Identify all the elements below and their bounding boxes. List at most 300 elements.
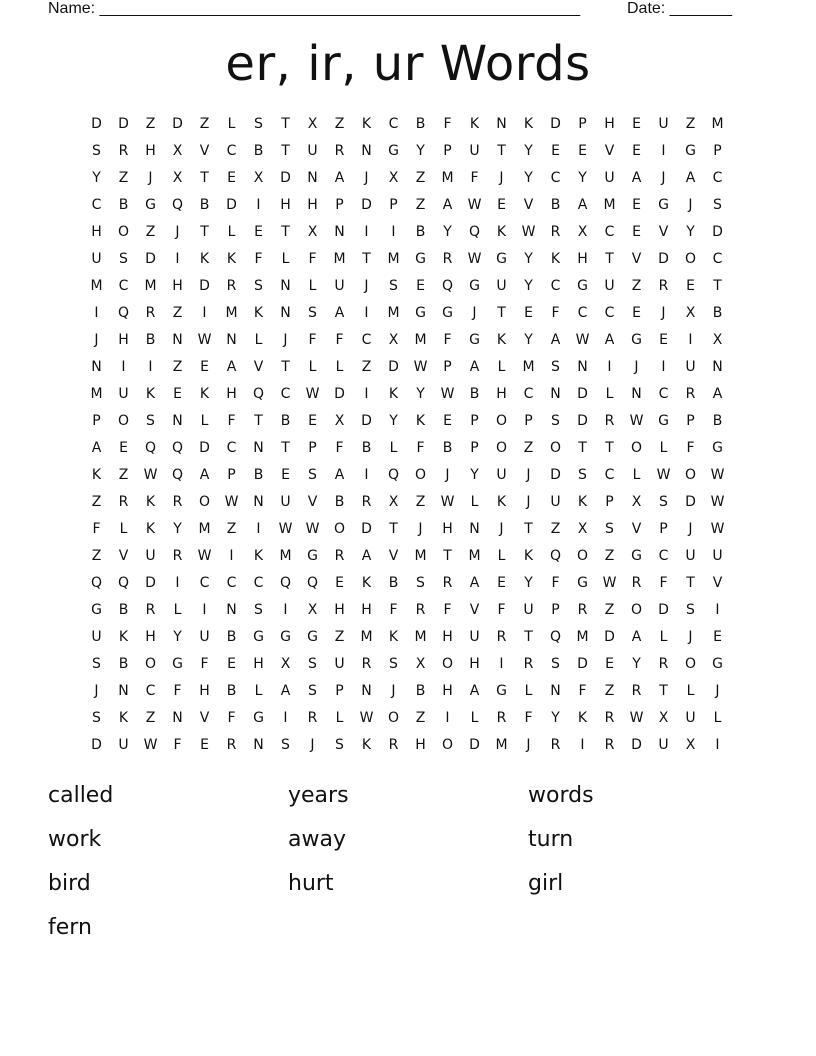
grid-letter: S	[713, 197, 722, 213]
grid-letter: P	[470, 440, 479, 456]
grid-letter: K	[496, 224, 507, 240]
grid-letter: Z	[91, 494, 102, 510]
grid-letter: D	[658, 602, 669, 618]
grid-letter: K	[388, 629, 399, 645]
grid-letter: P	[443, 359, 452, 375]
grid-letter: Z	[226, 521, 237, 537]
grid-letter: K	[145, 521, 156, 537]
grid-letter: B	[334, 494, 345, 510]
grid-letter: W	[575, 332, 590, 348]
grid-letter: T	[281, 116, 290, 132]
grid-letter: O	[198, 494, 211, 510]
grid-letter: R	[523, 656, 534, 672]
grid-letter: H	[334, 602, 345, 618]
grid-letter: S	[254, 602, 263, 618]
grid-letter: P	[335, 683, 344, 699]
grid-letter: Q	[252, 386, 265, 402]
grid-letter: A	[334, 305, 345, 321]
grid-letter: Y	[389, 413, 398, 429]
grid-letter: L	[470, 494, 479, 510]
grid-letter: J	[688, 521, 693, 537]
grid-letter: E	[227, 656, 236, 672]
grid-letter: I	[94, 305, 99, 321]
word-search-grid	[83, 111, 731, 759]
grid-letter: N	[226, 602, 237, 618]
grid-letter: B	[253, 467, 264, 483]
grid-letter: A	[469, 359, 480, 375]
grid-letter: R	[172, 548, 183, 564]
grid-letter: D	[577, 656, 588, 672]
grid-letter: D	[388, 359, 399, 375]
grid-letter: Q	[549, 548, 562, 564]
grid-letter: R	[145, 305, 156, 321]
grid-letter: S	[389, 656, 398, 672]
grid-letter: U	[604, 170, 615, 186]
grid-letter: M	[333, 251, 346, 267]
grid-letter: U	[280, 494, 291, 510]
grid-letter: F	[92, 521, 101, 537]
grid-letter: I	[364, 386, 369, 402]
grid-letter: N	[280, 278, 291, 294]
grid-letter: G	[307, 629, 318, 645]
grid-letter: W	[305, 521, 320, 537]
grid-letter: I	[715, 602, 720, 618]
grid-letter: N	[361, 143, 372, 159]
grid-letter: V	[523, 197, 534, 213]
grid-letter: Y	[551, 710, 560, 726]
grid-letter: R	[145, 602, 156, 618]
grid-letter: Z	[604, 602, 615, 618]
grid-letter: F	[551, 305, 560, 321]
grid-letter: D	[91, 116, 102, 132]
grid-letter: N	[172, 710, 183, 726]
grid-letter: X	[388, 170, 399, 186]
grid-letter: Q	[117, 305, 130, 321]
grid-letter: A	[91, 440, 102, 456]
grid-letter: L	[308, 359, 317, 375]
grid-letter: Z	[685, 116, 696, 132]
grid-letter: L	[686, 683, 695, 699]
grid-letter: N	[361, 683, 372, 699]
grid-letter: M	[360, 629, 373, 645]
grid-letter: O	[630, 440, 643, 456]
grid-letter: R	[685, 386, 696, 402]
grid-letter: O	[495, 440, 508, 456]
grid-letter: Z	[415, 197, 426, 213]
grid-letter: U	[523, 602, 534, 618]
grid-letter: R	[442, 251, 453, 267]
grid-letter: R	[307, 710, 318, 726]
grid-letter: F	[551, 575, 560, 591]
grid-row	[83, 165, 731, 192]
grid-letter: Y	[92, 170, 101, 186]
grid-letter: A	[361, 548, 372, 564]
grid-letter: K	[253, 305, 264, 321]
grid-letter: S	[308, 656, 317, 672]
grid-letter: B	[712, 413, 723, 429]
grid-letter: D	[712, 224, 723, 240]
grid-letter: I	[175, 575, 180, 591]
grid-letter: A	[712, 386, 723, 402]
grid-letter: U	[550, 494, 561, 510]
grid-letter: N	[172, 413, 183, 429]
grid-letter: S	[281, 737, 290, 753]
grid-letter: F	[686, 440, 695, 456]
grid-letter: Y	[416, 143, 425, 159]
grid-letter: G	[388, 143, 399, 159]
grid-letter: E	[632, 224, 641, 240]
word-bank-item: girl	[528, 871, 564, 896]
grid-letter: F	[227, 710, 236, 726]
word-bank-item: called	[48, 783, 114, 808]
grid-letter: Q	[387, 467, 400, 483]
grid-letter: I	[364, 224, 369, 240]
grid-letter: T	[524, 629, 533, 645]
grid-letter: X	[388, 494, 399, 510]
grid-letter: L	[497, 359, 506, 375]
grid-letter: M	[711, 116, 724, 132]
grid-letter: W	[602, 575, 617, 591]
grid-letter: K	[199, 251, 210, 267]
grid-letter: J	[445, 467, 450, 483]
grid-letter: T	[497, 305, 506, 321]
grid-letter: R	[577, 602, 588, 618]
grid-letter: K	[361, 575, 372, 591]
grid-letter: I	[364, 467, 369, 483]
grid-letter: H	[442, 629, 453, 645]
grid-row	[83, 273, 731, 300]
grid-letter: W	[224, 494, 239, 510]
grid-letter: D	[577, 413, 588, 429]
grid-letter: Y	[524, 575, 533, 591]
grid-letter: F	[470, 170, 479, 186]
grid-letter: A	[631, 170, 642, 186]
grid-letter: B	[415, 683, 426, 699]
grid-row	[83, 219, 731, 246]
grid-letter: O	[117, 413, 130, 429]
grid-letter: Y	[686, 224, 695, 240]
grid-letter: S	[605, 521, 614, 537]
grid-letter: R	[226, 737, 237, 753]
word-bank-item: bird	[48, 871, 91, 896]
grid-letter: H	[307, 197, 318, 213]
grid-letter: X	[577, 521, 588, 537]
grid-letter: Q	[171, 197, 184, 213]
grid-row	[83, 624, 731, 651]
grid-letter: K	[145, 386, 156, 402]
grid-letter: Z	[604, 548, 615, 564]
grid-row	[83, 435, 731, 462]
grid-letter: N	[550, 386, 561, 402]
grid-row	[83, 489, 731, 516]
grid-letter: I	[688, 332, 693, 348]
grid-letter: G	[172, 656, 183, 672]
grid-letter: W	[305, 386, 320, 402]
grid-letter: T	[362, 251, 371, 267]
grid-letter: Z	[415, 170, 426, 186]
grid-letter: P	[686, 413, 695, 429]
grid-letter: U	[118, 386, 129, 402]
grid-letter: F	[335, 440, 344, 456]
grid-letter: B	[199, 197, 210, 213]
grid-letter: R	[118, 494, 129, 510]
grid-letter: D	[118, 116, 129, 132]
grid-letter: S	[308, 305, 317, 321]
grid-letter: L	[335, 710, 344, 726]
grid-letter: P	[551, 602, 560, 618]
grid-letter: R	[226, 278, 237, 294]
grid-letter: M	[603, 197, 616, 213]
grid-letter: C	[577, 305, 588, 321]
grid-letter: Y	[578, 170, 587, 186]
grid-letter: Z	[91, 548, 102, 564]
grid-letter: H	[577, 251, 588, 267]
grid-letter: G	[496, 251, 507, 267]
grid-letter: C	[604, 224, 615, 240]
grid-letter: R	[361, 656, 372, 672]
grid-letter: T	[281, 224, 290, 240]
grid-letter: J	[715, 683, 720, 699]
grid-letter: O	[549, 440, 562, 456]
grid-letter: V	[199, 143, 210, 159]
grid-row	[83, 705, 731, 732]
grid-letter: I	[580, 737, 585, 753]
grid-letter: S	[578, 467, 587, 483]
grid-letter: I	[391, 224, 396, 240]
grid-letter: E	[200, 359, 209, 375]
grid-letter: T	[659, 683, 668, 699]
grid-letter: F	[416, 440, 425, 456]
grid-letter: V	[118, 548, 129, 564]
grid-letter: D	[226, 197, 237, 213]
grid-letter: K	[361, 116, 372, 132]
grid-letter: W	[710, 521, 725, 537]
grid-letter: C	[550, 278, 561, 294]
grid-letter: J	[310, 737, 315, 753]
grid-letter: H	[145, 143, 156, 159]
grid-letter: A	[226, 359, 237, 375]
grid-letter: S	[119, 251, 128, 267]
grid-letter: I	[256, 197, 261, 213]
grid-letter: Q	[117, 575, 130, 591]
grid-letter: D	[334, 386, 345, 402]
grid-letter: O	[144, 656, 157, 672]
grid-letter: M	[441, 170, 454, 186]
grid-letter: J	[175, 224, 180, 240]
grid-letter: W	[710, 467, 725, 483]
grid-letter: W	[629, 710, 644, 726]
grid-letter: E	[335, 575, 344, 591]
grid-row	[83, 354, 731, 381]
word-bank-item: away	[288, 827, 346, 852]
grid-letter: Y	[173, 629, 182, 645]
grid-letter: J	[364, 278, 369, 294]
grid-letter: D	[658, 251, 669, 267]
grid-letter: I	[364, 305, 369, 321]
grid-letter: D	[604, 629, 615, 645]
grid-letter: O	[441, 737, 454, 753]
grid-letter: R	[658, 278, 669, 294]
grid-letter: Z	[199, 116, 210, 132]
grid-letter: G	[469, 332, 480, 348]
grid-letter: S	[146, 413, 155, 429]
grid-letter: D	[172, 116, 183, 132]
grid-letter: W	[359, 710, 374, 726]
grid-letter: B	[253, 143, 264, 159]
grid-letter: M	[387, 305, 400, 321]
grid-letter: L	[227, 224, 236, 240]
grid-letter: F	[659, 575, 668, 591]
grid-letter: G	[631, 332, 642, 348]
grid-letter: G	[712, 440, 723, 456]
grid-letter: J	[94, 332, 99, 348]
grid-letter: G	[658, 197, 669, 213]
grid-letter: X	[388, 332, 399, 348]
grid-letter: A	[469, 683, 480, 699]
grid-letter: D	[145, 575, 156, 591]
grid-row	[83, 138, 731, 165]
grid-letter: I	[202, 305, 207, 321]
grid-letter: D	[469, 737, 480, 753]
grid-letter: M	[90, 386, 103, 402]
grid-letter: K	[496, 332, 507, 348]
grid-letter: U	[685, 710, 696, 726]
grid-row	[83, 408, 731, 435]
grid-row	[83, 381, 731, 408]
grid-letter: F	[254, 251, 263, 267]
grid-letter: S	[92, 143, 101, 159]
grid-letter: H	[496, 386, 507, 402]
grid-letter: E	[632, 143, 641, 159]
grid-letter: B	[388, 575, 399, 591]
grid-letter: E	[686, 278, 695, 294]
grid-letter: C	[91, 197, 102, 213]
grid-letter: G	[253, 629, 264, 645]
grid-letter: Z	[415, 710, 426, 726]
grid-letter: L	[119, 521, 128, 537]
grid-letter: L	[659, 440, 668, 456]
grid-letter: R	[118, 143, 129, 159]
grid-letter: K	[226, 251, 237, 267]
grid-letter: M	[414, 548, 427, 564]
grid-letter: P	[308, 440, 317, 456]
grid-letter: P	[605, 494, 614, 510]
grid-letter: Z	[550, 521, 561, 537]
grid-letter: S	[308, 467, 317, 483]
grid-letter: O	[441, 656, 454, 672]
grid-row	[83, 516, 731, 543]
grid-letter: V	[307, 494, 318, 510]
grid-letter: F	[200, 656, 209, 672]
name-field: Name: ______________________________________________________	[48, 0, 581, 17]
grid-letter: M	[198, 521, 211, 537]
grid-letter: J	[661, 305, 666, 321]
grid-letter: H	[415, 737, 426, 753]
grid-row	[83, 732, 731, 759]
grid-letter: K	[496, 494, 507, 510]
grid-letter: T	[686, 575, 695, 591]
grid-letter: T	[443, 548, 452, 564]
grid-letter: X	[253, 170, 264, 186]
grid-letter: I	[715, 737, 720, 753]
grid-letter: L	[389, 440, 398, 456]
grid-letter: W	[656, 467, 671, 483]
grid-letter: Y	[524, 332, 533, 348]
grid-letter: W	[143, 467, 158, 483]
grid-letter: R	[550, 224, 561, 240]
grid-letter: I	[148, 359, 153, 375]
grid-letter: N	[550, 683, 561, 699]
grid-letter: X	[307, 116, 318, 132]
grid-letter: F	[335, 332, 344, 348]
grid-letter: E	[632, 116, 641, 132]
grid-letter: K	[523, 116, 534, 132]
grid-letter: I	[175, 251, 180, 267]
grid-letter: T	[605, 251, 614, 267]
grid-letter: R	[658, 656, 669, 672]
grid-letter: G	[415, 305, 426, 321]
grid-letter: P	[389, 197, 398, 213]
grid-letter: T	[200, 224, 209, 240]
grid-letter: J	[472, 305, 477, 321]
grid-letter: K	[199, 386, 210, 402]
grid-letter: Z	[361, 359, 372, 375]
grid-letter: E	[443, 413, 452, 429]
grid-letter: Z	[631, 278, 642, 294]
grid-letter: R	[496, 629, 507, 645]
grid-letter: H	[199, 683, 210, 699]
grid-letter: O	[414, 467, 427, 483]
grid-letter: R	[604, 413, 615, 429]
grid-letter: N	[496, 116, 507, 132]
grid-letter: W	[521, 224, 536, 240]
grid-letter: S	[551, 413, 560, 429]
word-bank	[48, 780, 768, 956]
grid-letter: X	[280, 656, 291, 672]
grid-letter: O	[684, 251, 697, 267]
grid-letter: L	[173, 602, 182, 618]
grid-letter: Y	[443, 224, 452, 240]
grid-letter: P	[470, 413, 479, 429]
grid-letter: E	[308, 413, 317, 429]
grid-letter: G	[712, 656, 723, 672]
grid-letter: J	[526, 494, 531, 510]
grid-letter: U	[91, 629, 102, 645]
grid-letter: C	[604, 305, 615, 321]
grid-letter: J	[688, 629, 693, 645]
grid-letter: E	[281, 467, 290, 483]
grid-row	[83, 678, 731, 705]
grid-letter: S	[254, 116, 263, 132]
grid-letter: X	[577, 224, 588, 240]
grid-letter: M	[90, 278, 103, 294]
grid-letter: Y	[173, 521, 182, 537]
grid-letter: S	[92, 710, 101, 726]
grid-letter: V	[658, 224, 669, 240]
grid-letter: K	[118, 710, 129, 726]
grid-letter: O	[684, 467, 697, 483]
grid-letter: L	[281, 251, 290, 267]
grid-letter: W	[413, 359, 428, 375]
grid-letter: B	[361, 440, 372, 456]
grid-letter: P	[335, 197, 344, 213]
grid-letter: A	[442, 197, 453, 213]
grid-letter: W	[440, 386, 455, 402]
grid-letter: T	[497, 143, 506, 159]
grid-letter: V	[469, 602, 480, 618]
grid-letter: N	[253, 494, 264, 510]
grid-letter: U	[469, 629, 480, 645]
